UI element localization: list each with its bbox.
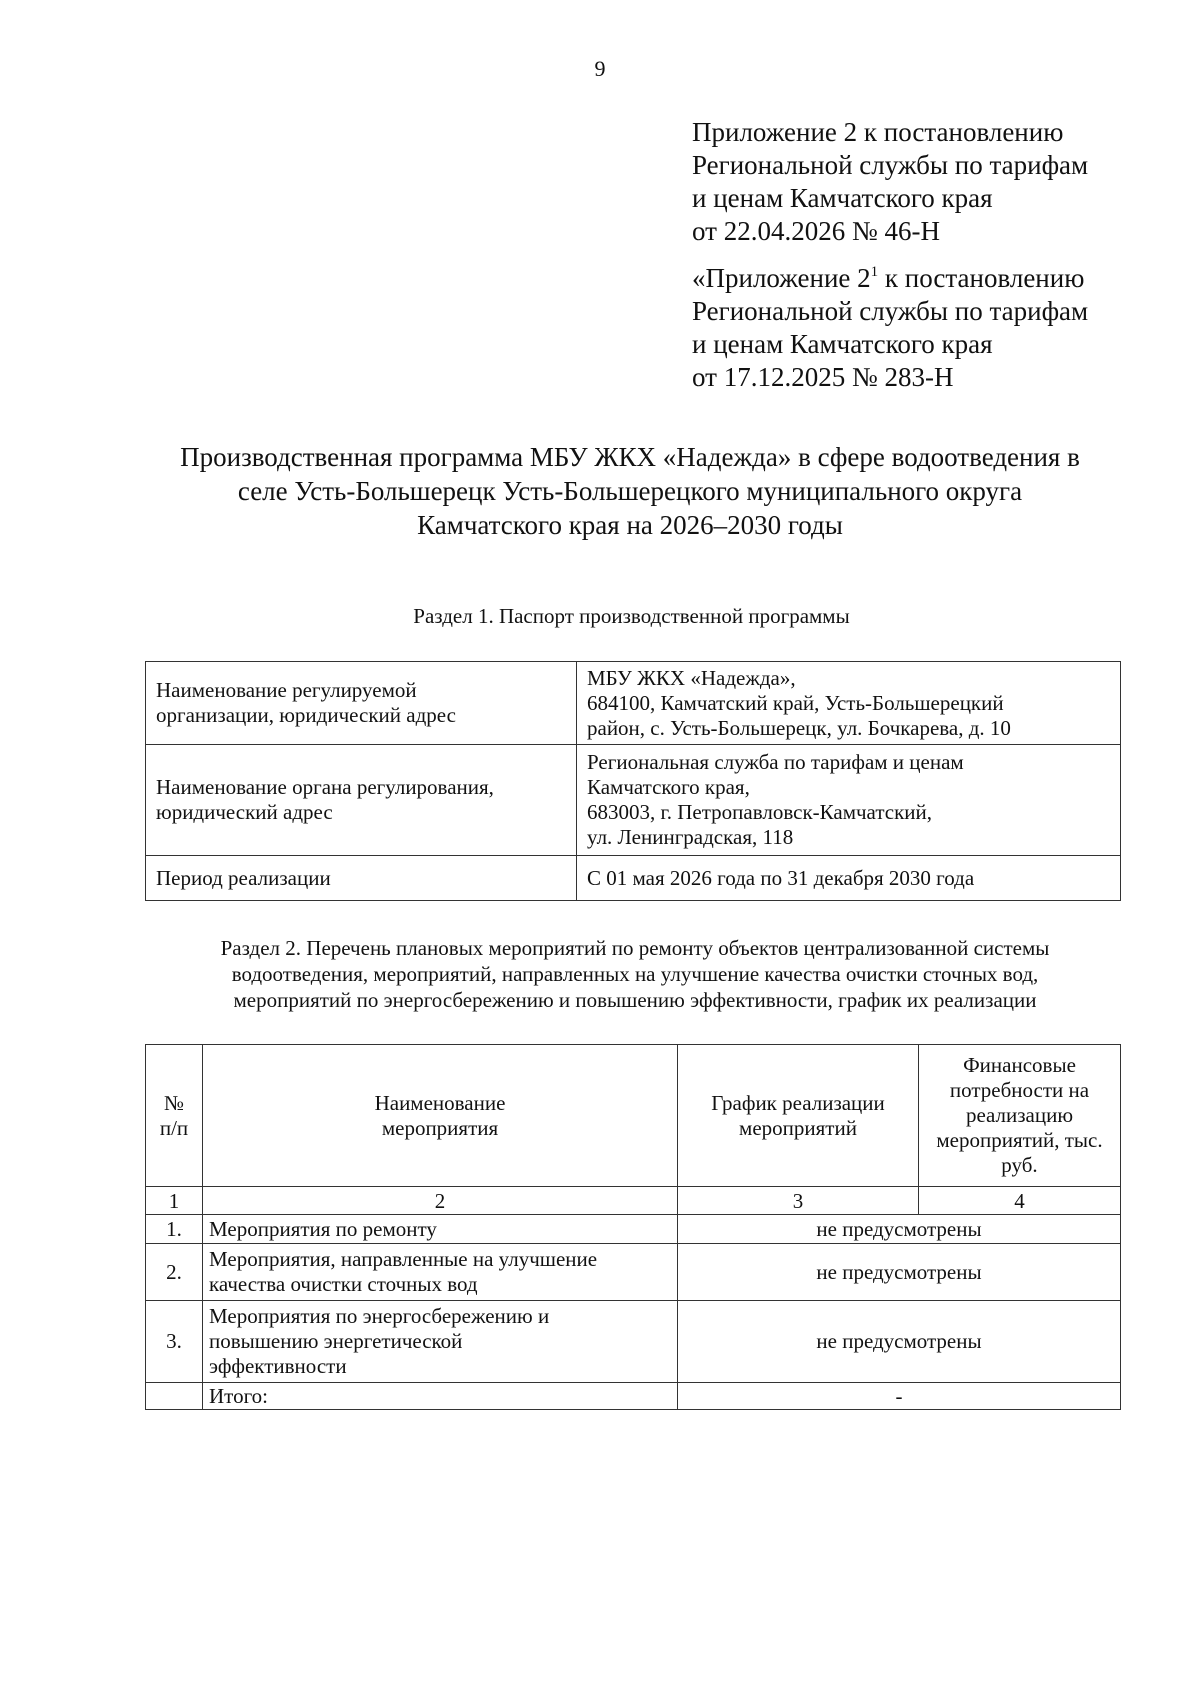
row-name [203, 1215, 678, 1244]
attachment-line: и ценам Камчатского края [692, 183, 993, 213]
attachment-line: от 17.12.2025 № 283-Н [692, 362, 954, 392]
value-line: МБУ ЖКХ «Надежда», [587, 665, 796, 690]
row-name [203, 1244, 678, 1301]
header-number [146, 1045, 203, 1187]
name-line: Мероприятия по ремонту [209, 1216, 437, 1241]
label-line: организации, юридический адрес [156, 703, 456, 727]
header-line: мероприятий [739, 1115, 857, 1140]
value-line: район, с. Усть-Большерецк, ул. Бочкарева, д. 10 [587, 715, 1011, 740]
attachment-superscript: 1 [870, 264, 879, 280]
value-line: Региональная служба по тарифам и ценам [587, 750, 964, 774]
header-line: потребности на [949, 1078, 1090, 1102]
passport-value [577, 662, 1121, 745]
attachment-line [692, 262, 1172, 295]
attachment-block-original [692, 262, 1172, 394]
header-line: п/п [159, 1115, 189, 1140]
header-line: руб. [1001, 1153, 1038, 1177]
header-line: Финансовые [963, 1053, 1076, 1077]
section2-heading [140, 935, 1130, 1013]
attachment-line-start: «Приложение 2 [692, 263, 871, 293]
column-number: 3 [678, 1187, 919, 1215]
passport-label [146, 745, 577, 856]
passport-value [577, 856, 1121, 901]
attachment-line: от 22.04.2026 № 46-Н [692, 216, 940, 246]
value-line: 684100, Камчатский край, Усть-Большерецкий [587, 690, 1004, 715]
table-row [146, 1244, 1121, 1301]
row-value: не предусмотрены [678, 1215, 1121, 1244]
header-line: реализацию [965, 1103, 1074, 1127]
row-number: 2. [146, 1244, 203, 1301]
attachment-block-current [692, 116, 1172, 248]
row-number: 3. [146, 1301, 203, 1383]
passport-row-organization [146, 662, 1121, 745]
attachment-line: и ценам Камчатского края [692, 329, 993, 359]
header-schedule [678, 1045, 919, 1187]
heading-line: мероприятий по энергосбережению и повышению эффективности, график их реализации [233, 988, 1037, 1012]
row-name [203, 1301, 678, 1383]
attachment-line: Приложение 2 к постановлению [692, 117, 1064, 147]
name-line: Мероприятия по энергосбережению и [209, 1304, 550, 1328]
value-line: С 01 мая 2026 года по 31 декабря 2030 года [587, 865, 975, 890]
value-line: 683003, г. Петропавловск-Камчатский, [587, 800, 933, 824]
value-line: ул. Ленинградская, 118 [587, 825, 794, 849]
passport-label [146, 662, 577, 745]
heading-line: водоотведения, мероприятий, направленных на улучшение качества очистки сточных вод, [231, 962, 1039, 986]
total-row [146, 1383, 1121, 1410]
column-number-row [146, 1187, 1121, 1215]
table-row [146, 1301, 1121, 1383]
title-line: селе Усть-Большерецк Усть-Большерецкого муниципального округа [237, 476, 1023, 506]
column-number: 2 [203, 1187, 678, 1215]
column-number: 4 [919, 1187, 1121, 1215]
label-line: Наименование регулируемой [156, 678, 417, 702]
passport-row-period [146, 856, 1121, 901]
passport-row-regulator [146, 745, 1121, 856]
row-value: не предусмотрены [678, 1244, 1121, 1301]
title-line: Производственная программа МБУ ЖКХ «Надежда» в сфере водоотведения в [180, 442, 1080, 472]
total-value: - [678, 1383, 1121, 1410]
column-number: 1 [146, 1187, 203, 1215]
document-title [140, 440, 1120, 542]
passport-table [145, 661, 1121, 901]
passport-label [146, 856, 577, 901]
name-line: эффективности [209, 1354, 347, 1378]
attachment-line: Региональной службы по тарифам [692, 296, 1089, 326]
attachment-line: Региональной службы по тарифам [692, 150, 1089, 180]
name-line: повышению энергетической [209, 1329, 463, 1353]
total-label: Итого: [203, 1383, 678, 1410]
table-row [146, 1215, 1121, 1244]
passport-value [577, 745, 1121, 856]
page-number: 9 [594, 56, 606, 81]
label-line: Период реализации [156, 865, 331, 890]
header-line: № [163, 1090, 185, 1115]
measures-header-row [146, 1045, 1121, 1187]
heading-line: Раздел 2. Перечень плановых мероприятий по ремонту объектов централизованной системы [220, 936, 1050, 960]
name-line: качества очистки сточных вод [209, 1272, 478, 1296]
attachment-line-end: к постановлению [878, 263, 1085, 293]
measures-table [145, 1044, 1121, 1410]
header-line: мероприятия [381, 1115, 499, 1140]
header-name [203, 1045, 678, 1187]
row-number: 1. [146, 1215, 203, 1244]
label-line: юридический адрес [156, 800, 333, 824]
title-line: Камчатского края на 2026–2030 годы [417, 510, 843, 540]
label-line: Наименование органа регулирования, [156, 775, 494, 799]
name-line: Мероприятия, направленные на улучшение [209, 1247, 598, 1271]
total-number [146, 1383, 203, 1410]
header-line: График реализации [711, 1090, 885, 1115]
row-value: не предусмотрены [678, 1301, 1121, 1383]
header-financing [919, 1045, 1121, 1187]
section1-heading: Раздел 1. Паспорт производственной программы [413, 604, 850, 628]
header-line: мероприятий, тыс. [936, 1128, 1103, 1152]
header-line: Наименование [374, 1090, 506, 1115]
value-line: Камчатского края, [587, 775, 750, 799]
